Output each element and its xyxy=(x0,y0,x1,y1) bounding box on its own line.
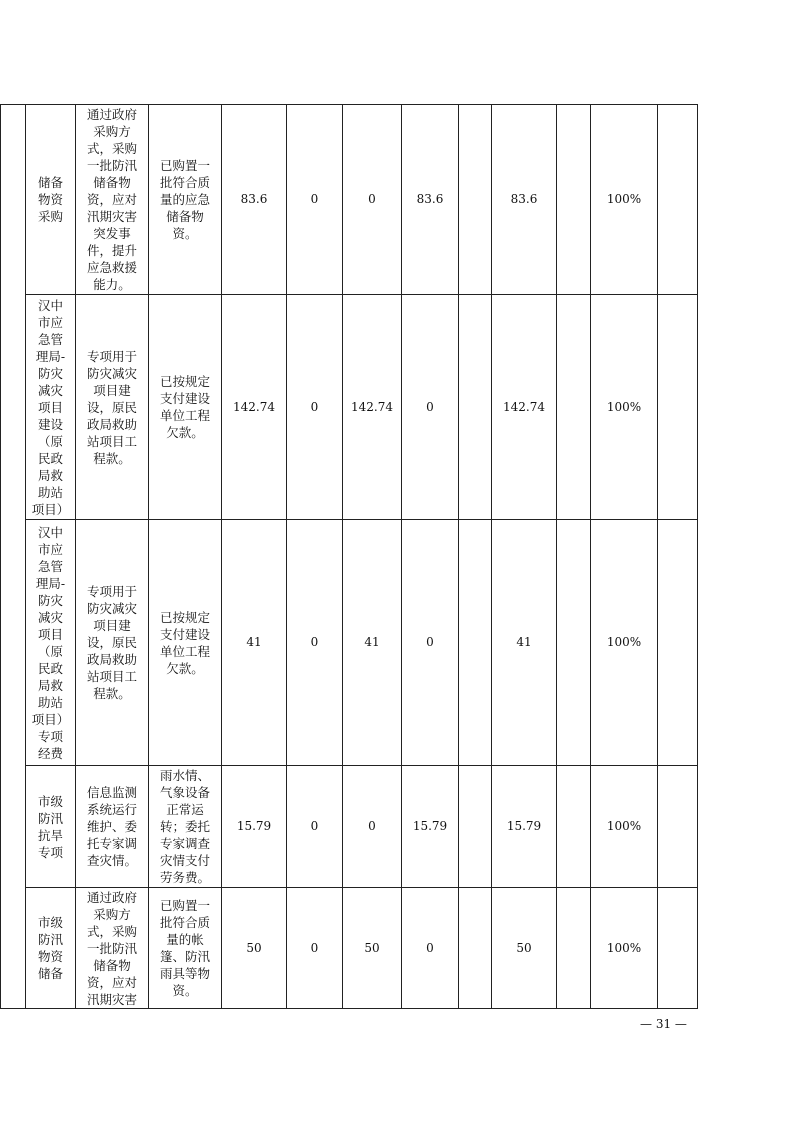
progress-cell: 已按规定 支付建设 单位工程 欠款。 xyxy=(149,520,222,766)
project-content-cell: 信息监测 系统运行 维护、委 托专家调 查灾情。 xyxy=(76,766,149,888)
amount-col4-cell: 0 xyxy=(402,295,459,520)
execution-rate-cell: 100% xyxy=(591,520,658,766)
execution-rate-cell: 100% xyxy=(591,105,658,295)
progress-cell: 雨水情、 气象设备 正常运 转；委托 专家调查 灾情支付 劳务费。 xyxy=(149,766,222,888)
amount-col7-cell xyxy=(557,520,591,766)
amount-col2-cell: 0 xyxy=(287,105,343,295)
budget-execution-table xyxy=(0,104,698,1009)
execution-rate-cell: 100% xyxy=(591,766,658,888)
amount-col4-cell: 15.79 xyxy=(402,766,459,888)
amount-total-cell: 41 xyxy=(222,520,287,766)
amount-col4-cell: 0 xyxy=(402,888,459,1009)
project-content-cell: 专项用于 防灾减灾 项目建 设，原民 政局救助 站项目工 程款。 xyxy=(76,295,149,520)
progress-cell: 已购置一 批符合质 量的帐 篷、防汛 雨具等物 资。 xyxy=(149,888,222,1009)
amount-col3-cell: 41 xyxy=(343,520,402,766)
table-row xyxy=(1,105,698,295)
project-name-cell: 汉中 市应 急管 理局- 防灾 减灾 项目 （原 民政 局救 助站 项目） 专项 经费 xyxy=(26,520,76,766)
page-number: — 31 — xyxy=(640,1017,687,1031)
project-content-cell: 专项用于 防灾减灾 项目建 设，原民 政局救助 站项目工 程款。 xyxy=(76,520,149,766)
remark-cell xyxy=(658,766,698,888)
executed-amount-cell: 50 xyxy=(492,888,557,1009)
amount-total-cell: 15.79 xyxy=(222,766,287,888)
amount-col7-cell xyxy=(557,766,591,888)
amount-col7-cell xyxy=(557,888,591,1009)
table-row xyxy=(1,766,698,888)
amount-col3-cell: 142.74 xyxy=(343,295,402,520)
table-row xyxy=(1,888,698,1009)
execution-rate-cell: 100% xyxy=(591,888,658,1009)
progress-cell: 已按规定 支付建设 单位工程 欠款。 xyxy=(149,295,222,520)
project-content-cell: 通过政府 采购方 式，采购 一批防汛 储备物 资，应对 汛期灾害 xyxy=(76,888,149,1009)
table-row xyxy=(1,295,698,520)
remark-cell xyxy=(658,105,698,295)
project-name-cell: 储备 物资 采购 xyxy=(26,105,76,295)
remark-cell xyxy=(658,520,698,766)
execution-rate-cell: 100% xyxy=(591,295,658,520)
progress-cell: 已购置一 批符合质 量的应急 储备物 资。 xyxy=(149,105,222,295)
executed-amount-cell: 142.74 xyxy=(492,295,557,520)
remark-cell xyxy=(658,888,698,1009)
amount-col3-cell: 0 xyxy=(343,105,402,295)
amount-col2-cell: 0 xyxy=(287,295,343,520)
amount-col3-cell: 0 xyxy=(343,766,402,888)
project-name-cell: 市级 防汛 物资 储备 xyxy=(26,888,76,1009)
amount-col7-cell xyxy=(557,295,591,520)
project-content-cell: 通过政府 采购方 式，采购 一批防汛 储备物 资，应对 汛期灾害 突发事 件，提升 应急救援 能力。 xyxy=(76,105,149,295)
amount-col5-cell xyxy=(459,766,492,888)
amount-total-cell: 83.6 xyxy=(222,105,287,295)
executed-amount-cell: 83.6 xyxy=(492,105,557,295)
amount-total-cell: 50 xyxy=(222,888,287,1009)
amount-col4-cell: 83.6 xyxy=(402,105,459,295)
amount-total-cell: 142.74 xyxy=(222,295,287,520)
amount-col7-cell xyxy=(557,105,591,295)
amount-col5-cell xyxy=(459,520,492,766)
executed-amount-cell: 15.79 xyxy=(492,766,557,888)
amount-col2-cell: 0 xyxy=(287,766,343,888)
amount-col5-cell xyxy=(459,105,492,295)
remark-cell xyxy=(658,295,698,520)
amount-col5-cell xyxy=(459,888,492,1009)
project-name-cell: 市级 防汛 抗旱 专项 xyxy=(26,766,76,888)
amount-col5-cell xyxy=(459,295,492,520)
amount-col2-cell: 0 xyxy=(287,520,343,766)
amount-col4-cell: 0 xyxy=(402,520,459,766)
executed-amount-cell: 41 xyxy=(492,520,557,766)
amount-col3-cell: 50 xyxy=(343,888,402,1009)
left-margin-cell xyxy=(1,105,26,1009)
amount-col2-cell: 0 xyxy=(287,888,343,1009)
project-name-cell: 汉中 市应 急管 理局- 防灾 减灾 项目 建设 （原 民政 局救 助站 项目） xyxy=(26,295,76,520)
table-row xyxy=(1,520,698,766)
